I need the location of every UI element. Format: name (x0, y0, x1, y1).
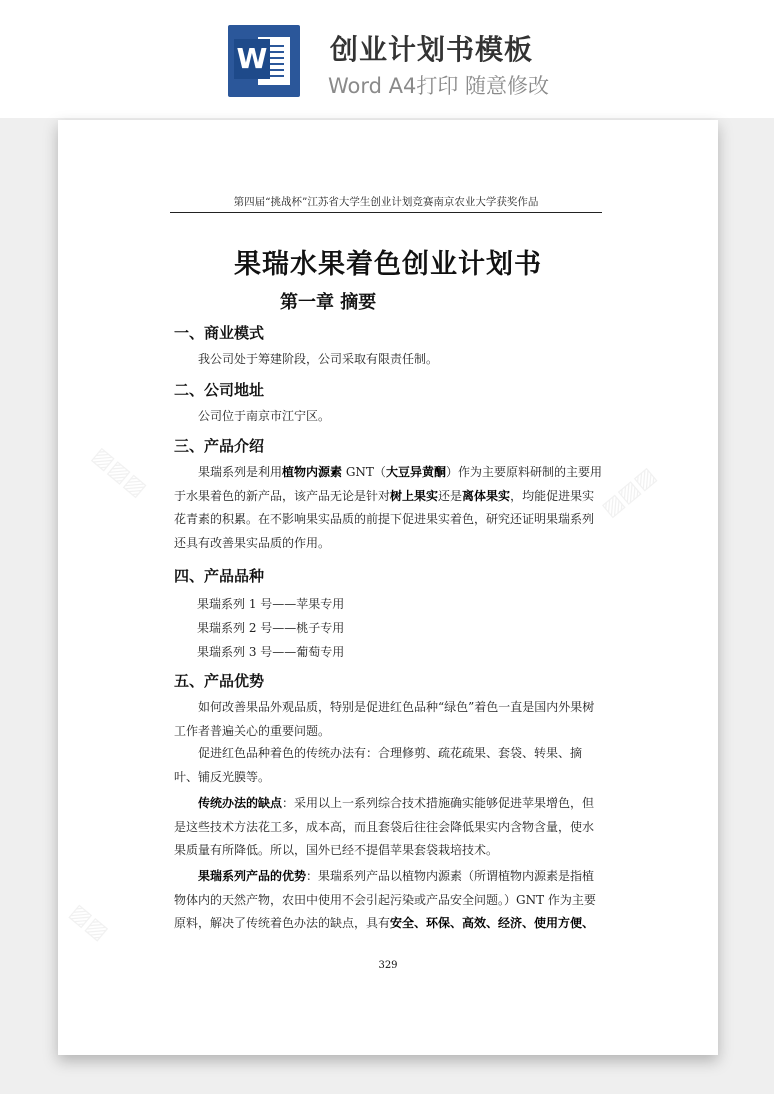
paragraph-address: 公司位于南京市江宁区。 (198, 409, 331, 423)
watermark: ▨▨▨ (87, 442, 152, 503)
document-title: 果瑞水果着色创业计划书 (234, 249, 542, 280)
word-icon (228, 25, 300, 97)
watermark: ▨▨ (64, 899, 113, 946)
paragraph-product-intro: 果瑞系列是利用植物内源素 GNT（大豆异黄酮）作为主要原料研制的主要用于水果着色的新产品，该产品无论是针对树上果实还是离体果实，均能促进果实花青素的积累。在不影响果实品质的前提下促进果实着色，研究还证明果瑞系列还具有改善果实品质的作用。 (174, 465, 602, 550)
list-item: 果瑞系列 2 号——桃子专用 (197, 621, 345, 635)
banner-subtitle: Word A4打印 随意修改 (328, 74, 550, 98)
paragraph-business-model: 我公司处于筹建阶段，公司采取有限责任制。 (198, 352, 439, 366)
section-heading-business-model: 一、商业模式 (174, 324, 265, 342)
template-banner (0, 0, 774, 118)
document-page (58, 120, 718, 1055)
page-number: 329 (378, 960, 398, 971)
running-header: 第四届“挑战杯”江苏省大学生创业计划竞赛南京农业大学获奖作品 (170, 194, 602, 213)
list-item: 果瑞系列 1 号——苹果专用 (197, 597, 345, 611)
paragraph-advantages-1: 如何改善果品外观品质，特别是促进红色品种“绿色”着色一直是国内外果树工作者普遍关心的重要问题。 (174, 700, 595, 738)
section-heading-product-intro: 三、产品介绍 (174, 437, 265, 455)
chapter-heading: 第一章 摘要 (280, 292, 377, 313)
paragraph-traditional-drawbacks: 传统办法的缺点：采用以上一系列综合技术措施确实能够促进苹果增色，但是这些技术方法花工多，成本高，而且套袋后往往会降低果实内含物含量，使水果质量有所降低。所以，国外已经不提倡苹果套袋栽培技术。 (174, 796, 595, 857)
banner-title: 创业计划书模板 (330, 33, 534, 66)
section-heading-address: 二、公司地址 (174, 381, 265, 399)
watermark: ▨▨▨ (597, 462, 662, 523)
list-item: 果瑞系列 3 号——葡萄专用 (197, 645, 345, 659)
section-heading-product-varieties: 四、产品品种 (174, 567, 265, 585)
word-icon-letter: W (234, 39, 270, 79)
section-heading-product-advantages: 五、产品优势 (174, 672, 265, 690)
paragraph-advantages-2: 促进红色品种着色的传统办法有：合理修剪、疏花疏果、套袋、转果、摘叶、铺反光膜等。 (174, 746, 583, 784)
paragraph-product-advantages: 果瑞系列产品的优势：果瑞系列产品以植物内源素（所谓植物内源素是指植物体内的天然产物，农田中使用不会引起污染或产品安全问题。）GNT 作为主要原料，解决了传统着色办法的缺点，具有安全、环保、高效、经济、使用方便、 (174, 869, 596, 930)
